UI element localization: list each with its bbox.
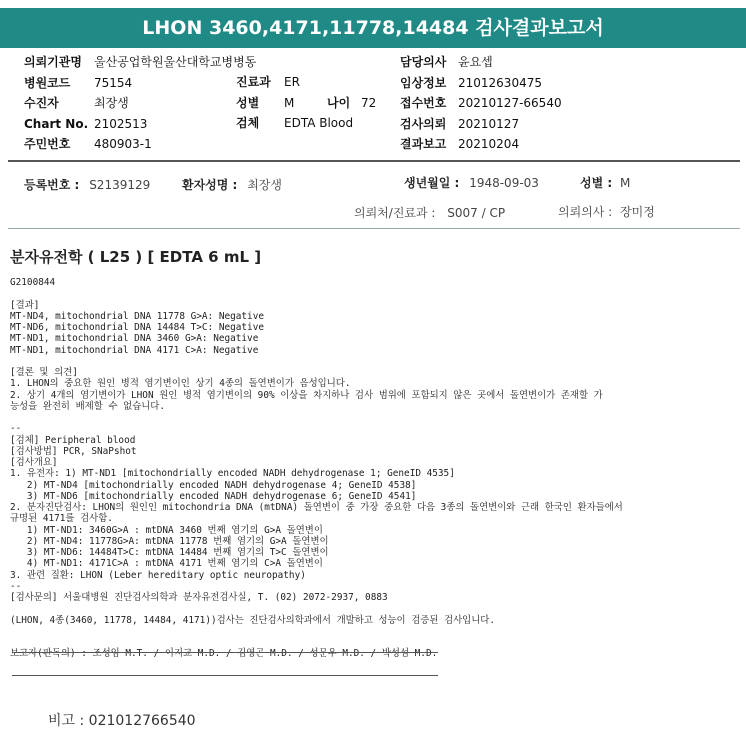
report-line: MT-ND6, mitochondrial DNA 14484 T>C: Negative — [10, 322, 264, 333]
report-line: -- — [10, 580, 22, 592]
header-field-value: 75154 — [94, 75, 133, 90]
header-field-label: 성별 — [236, 95, 260, 110]
report-line: [검체] Peripheral blood — [10, 434, 136, 446]
report-line: 4) MT-ND1: 4171C>A : mtDNA 4171 번째 염기의 C>A 돌연변이 — [10, 558, 323, 570]
remark-field — [48, 710, 196, 730]
header-field-label: 검사의뢰 — [400, 116, 447, 131]
patient-field — [182, 176, 282, 193]
report-line: 1. 유전자: 1) MT-ND1 [mitochondrially encoded NADH dehydrogenase 1; GeneID 4535] — [10, 468, 455, 480]
age-label: 나이 — [327, 96, 351, 110]
report-line: 1) MT-ND1: 3460G>A : mtDNA 3460 번째 염기의 G>A 돌연변이 — [10, 524, 323, 536]
report-line: [결과] — [10, 299, 40, 311]
report-line: 보고자(판독의) : 조성임 M.T. / 이지교 M.D. / 김영곤 M.D. / 성문우 M.D. / 박성섬 M.D. — [10, 648, 438, 660]
report-line: 3. 관련 질환: LHON (Leber hereditary optic neuropathy) — [10, 569, 306, 581]
report-line: (LHON, 4종(3460, 11778, 14484, 4171))검사는 진단검사의학과에서 개발하고 성능이 검증된 검사입니다. — [10, 614, 495, 626]
dept-label: 의뢰처/진료과 : — [354, 206, 436, 220]
header-field-label: 검체 — [236, 116, 260, 130]
report-title: LHON 3460,4171,11778,14484 검사결과보고서 — [0, 8, 746, 48]
header-field-value: 20210127 — [458, 116, 520, 131]
header-field-value: ER — [284, 75, 300, 89]
report-line: G2100844 — [10, 277, 56, 288]
report-line: -- — [10, 423, 22, 435]
patient-label: 환자성명 : — [182, 178, 238, 192]
header-field-label: 병원코드 — [24, 75, 71, 90]
header-field-value: 480903-1 — [94, 137, 152, 151]
header-field-label: Chart No. — [24, 116, 89, 131]
dept-value: S007 / CP — [447, 206, 506, 220]
report-line: 능성을 완전히 배제할 수 없습니다. — [10, 400, 166, 412]
header-field-value: EDTA Blood — [284, 116, 354, 130]
registration-divider — [8, 228, 740, 229]
header-field-value: 20210204 — [458, 137, 520, 151]
dob-value: 1948-09-03 — [469, 176, 539, 190]
reg-no-label: 등록번호 : — [24, 178, 80, 192]
report-line: MT-ND4, mitochondrial DNA 11778 G>A: Negative — [10, 310, 264, 322]
report-line: [검사개요] — [10, 457, 58, 468]
sex-field — [580, 174, 630, 191]
header-field-value: 2102513 — [94, 116, 148, 131]
dept-field — [354, 204, 505, 221]
header-field-label: 임상정보 — [400, 75, 447, 90]
remark-value: 021012766540 — [88, 713, 196, 729]
dashed-rule — [12, 652, 438, 653]
report-line: MT-ND1, mitochondrial DNA 3460 G>A: Negative — [10, 333, 259, 345]
header-field-value: 윤요셉 — [458, 55, 493, 69]
section-title: 분자유전학 ( L25 ) [ EDTA 6 mL ] — [10, 248, 262, 266]
reg-no-field — [24, 176, 150, 193]
age-value: 72 — [361, 96, 377, 110]
doctor-value: 장미정 — [620, 205, 655, 219]
reg-no-value: S2139129 — [89, 178, 151, 192]
dob-field — [404, 174, 539, 191]
header-field-label: 진료과 — [236, 75, 271, 89]
doctor-field — [558, 203, 655, 220]
header-field-label: 수진자 — [24, 96, 59, 110]
report-line: [검사방법] PCR, SNaPshot — [10, 445, 137, 457]
report-line: 3) MT-ND6: 14484T>C: mtDNA 14484 번째 염기의 T>C 돌연변이 — [10, 547, 329, 558]
signature-rule — [12, 675, 438, 676]
header-field-value: 최장생 — [94, 96, 129, 110]
header-field-value: M — [284, 95, 295, 110]
header-field-value: 21012630475 — [458, 75, 542, 90]
report-line: 2. 상기 4개의 염기변이가 LHON 원인 병적 염기변이의 90% 이상을 차지하나 검사 범위에 포함되지 않은 곳에서 돌연변이가 존재할 가 — [10, 389, 603, 401]
header-field-label: 주민번호 — [24, 137, 71, 151]
report-line: [결론 및 의견] — [10, 367, 78, 378]
report-line: 3) MT-ND6 [mitochondrially encoded NADH dehydrogenase 6; GeneID 4541] — [10, 490, 417, 502]
header-field-value: 20210127-66540 — [458, 96, 562, 110]
header-field-value: 울산공업학원울산대학교병병동 — [94, 55, 257, 69]
report-line: 2) MT-ND4 [mitochondrially encoded NADH dehydrogenase 4; GeneID 4538] — [10, 479, 417, 491]
report-line: 규명된 4171를 검사함. — [10, 513, 113, 525]
doctor-label: 의뢰의사 : — [558, 205, 613, 219]
dob-label: 생년월일 : — [404, 176, 460, 190]
header-field-label: 담당의사 — [400, 55, 447, 69]
remark-label: 비고 : — [48, 713, 85, 729]
report-line: 1. LHON의 중요한 원인 병적 염기변이인 상기 4종의 돌연변이가 음성입니다. — [10, 378, 351, 390]
header-field-label: 접수번호 — [400, 96, 447, 110]
header-field-label: 결과보고 — [400, 137, 447, 151]
sex-label: 성별 : — [580, 176, 613, 190]
header-divider — [8, 160, 740, 162]
report-line: 2) MT-ND4: 11778G>A: mtDNA 11778 번째 염기의 G>A 돌연변이 — [10, 535, 329, 547]
patient-value: 최장생 — [247, 178, 282, 192]
header-field-label: 의뢰기관명 — [24, 55, 82, 69]
report-line: [검사문의] 서울대병원 진단검사의학과 분자유전검사실, T. (02) 2072-2937, 0883 — [10, 592, 388, 603]
report-line: 2. 분자진단검사: LHON의 원인인 mitochondria DNA (mtDNA) 돌연변이 중 가장 중요한 다음 3종의 돌연변이와 근래 한국인 환자들에서 — [10, 502, 623, 513]
report-line: MT-ND1, mitochondrial DNA 4171 C>A: Negative — [10, 344, 259, 356]
sex-value: M — [620, 176, 631, 190]
